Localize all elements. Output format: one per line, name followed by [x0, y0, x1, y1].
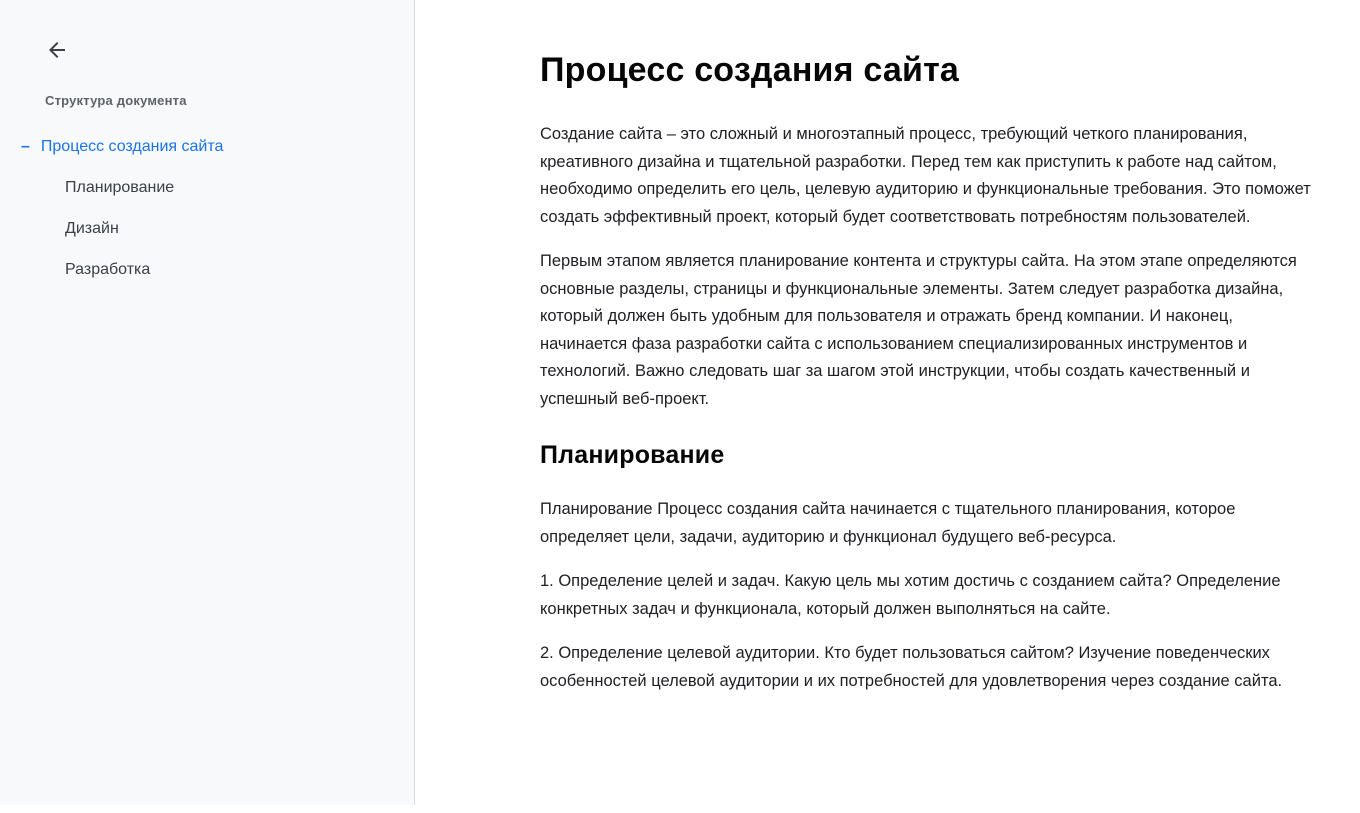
document-content: [415, 0, 1360, 813]
intro-paragraph: Первым этапом является планирование контента и структуры сайта. На этом этапе определяются основные разделы, страницы и функциональные элементы. Затем следует разработка дизайна, который должен быть удобным для пользователя и отражать бренд компании. И наконец, начинается фаза разработки сайта с использованием специализированных инструментов и технологий. Важно следовать шаг за шагом этой инструкции, чтобы создать качественный и успешный веб-проект.: [540, 252, 1297, 408]
outline-item-label: Планирование: [65, 178, 175, 196]
outline-item-label: Процесс создания сайта: [40, 137, 224, 155]
outline-list: [0, 126, 414, 290]
section-paragraph: Планирование Процесс создания сайта начинается с тщательного планирования, которое определяет цели, задачи, аудиторию и функционал будущего веб-ресурса.: [540, 500, 1236, 546]
outline-title: Структура документа: [45, 93, 187, 108]
outline-item-planirovanie[interactable]: [0, 167, 414, 208]
collapse-toggle-icon[interactable]: –: [21, 137, 30, 155]
intro-paragraph: Создание сайта – это сложный и многоэтапный процесс, требующий четкого планирования, креативного дизайна и тщательной разработки. Перед тем как приступить к работе над сайтом, необходимо определить его цель, целевую аудиторию и функциональные требования. Это поможет создать эффективный проект, который будет соответствовать потребностям пользователей.: [540, 125, 1311, 226]
back-arrow-icon: [45, 38, 69, 62]
outline-item-label: Разработка: [65, 260, 151, 278]
outline-item-process-sozdaniya-sayta[interactable]: [0, 126, 414, 167]
outline-item-razrabotka[interactable]: [0, 249, 414, 290]
outline-item-dizayn[interactable]: [0, 208, 414, 249]
section-heading-planirovanie: Планирование: [540, 441, 725, 469]
document-outline-sidebar: [0, 0, 415, 805]
document-title: Процесс создания сайта: [540, 51, 960, 89]
close-outline-button[interactable]: [45, 38, 69, 62]
section-paragraph: 1. Определение целей и задач. Какую цель мы хотим достичь с созданием сайта? Определение конкретных задач и функционала, который должен выполняться на сайте.: [540, 572, 1281, 618]
section-paragraph: 2. Определение целевой аудитории. Кто будет пользоваться сайтом? Изучение поведенческих особенностей целевой аудитории и их потребностей для удовлетворения через создание сайта.: [540, 644, 1283, 690]
outline-item-label: Дизайн: [65, 219, 119, 237]
